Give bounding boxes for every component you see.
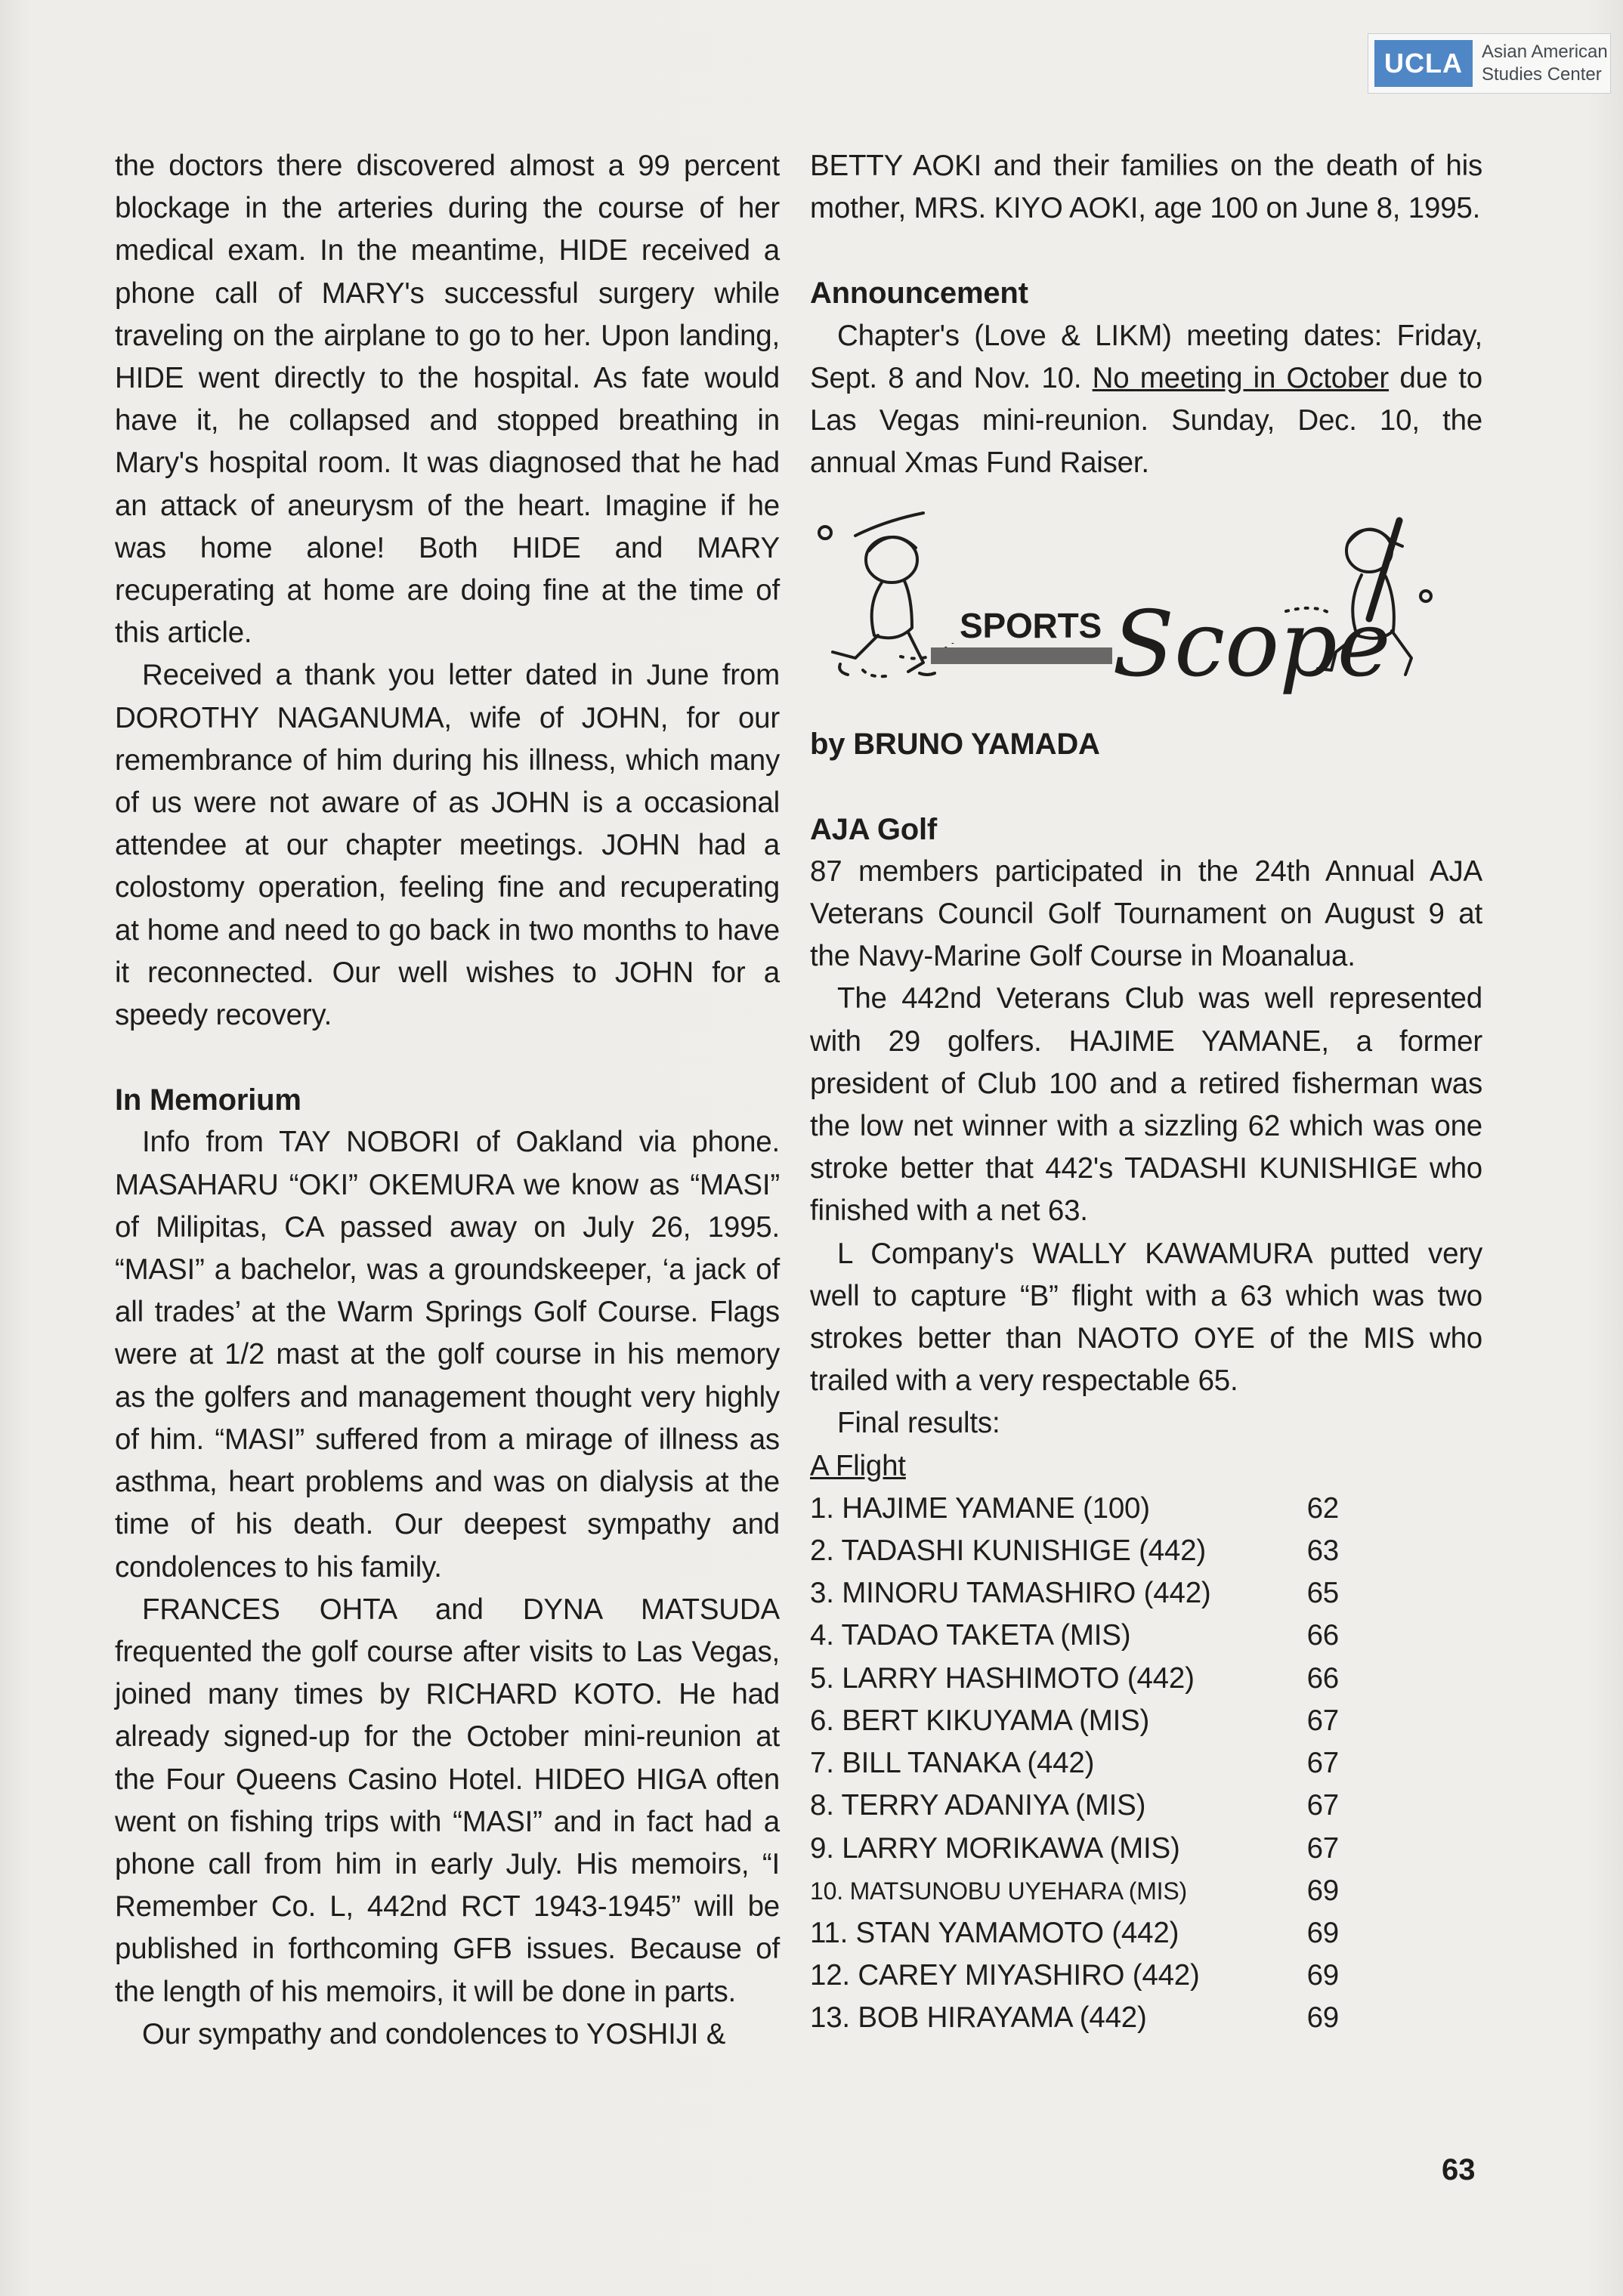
left-column bbox=[115, 145, 780, 2056]
result-score: 66 bbox=[1306, 1661, 1339, 1695]
flight-title: A Flight bbox=[810, 1449, 906, 1482]
result-row bbox=[810, 1870, 1339, 1912]
underlined-notice: No meeting in October bbox=[1092, 361, 1390, 394]
logo-word-sports: SPORTS bbox=[960, 606, 1102, 646]
result-score: 65 bbox=[1306, 1577, 1339, 1610]
result-name: 12. CAREY MIYASHIRO (442) bbox=[810, 1959, 1200, 1992]
result-row bbox=[810, 1912, 1339, 1955]
result-score: 63 bbox=[1306, 1534, 1339, 1568]
result-score: 69 bbox=[1306, 1916, 1339, 1949]
result-row bbox=[810, 1955, 1339, 1997]
result-score: 69 bbox=[1306, 1874, 1339, 1907]
paragraph: Final results: bbox=[837, 1407, 1000, 1440]
result-name: 6. BERT KIKUYAMA (MIS) bbox=[810, 1704, 1150, 1737]
result-score: 69 bbox=[1306, 1959, 1339, 1992]
results-list bbox=[810, 1488, 1482, 2040]
result-name: 4. TADAO TAKETA (MIS) bbox=[810, 1619, 1131, 1652]
result-score: 67 bbox=[1306, 1704, 1339, 1737]
result-row bbox=[810, 1530, 1339, 1572]
result-row bbox=[810, 1828, 1339, 1870]
result-row bbox=[810, 1488, 1339, 1530]
sports-scope-logo bbox=[810, 505, 1475, 702]
paragraph: Info from TAY NOBORI of Oakland via phone. MASAHARU “OKI” OKEMURA we know as “MASI” of Milipitas, CA passed away on July 26, 1995. “MASI” a bachelor, was a groundskeeper, ‘a jack of all trades’ at the Warm Springs Golf Course. Flags were at 1/2 mast at the golf course in his memory as the golfers and management thought very highly of him. “MASI” suffered from a mirage of illness as asthma, heart problems and was on dialysis at the time of his death. Our deepest sympathy and condolences to his family. bbox=[115, 1126, 780, 1584]
paragraph: L Company's WALLY KAWAMURA putted very well to capture “B” flight with a 63 which was two strokes better than NAOTO OYE of the MIS who trailed with a very respectable 65. bbox=[810, 1237, 1482, 1398]
paragraph: The 442nd Veterans Club was well represented with 29 golfers. HAJIME YAMANE, a former president of Club 100 and a retired fisherman was the low net winner with a sizzling 62 which was one stroke better that 442's TADASHI KUNISHIGE who finished with a net 63. bbox=[810, 982, 1482, 1228]
paragraph: Received a thank you letter dated in June from DOROTHY NAGANUMA, wife of JOHN, for our remembrance of him during his illness, which many of us were not aware of as JOHN is a occasional attendee at our chapter meetings. JOHN had a colostomy operation, feeling fine and recuperating at home and need to go back in two months to have it reconnected. Our well wishes to JOHN for a speedy recovery. bbox=[115, 659, 780, 1032]
right-column bbox=[810, 145, 1482, 2040]
paragraph: the doctors there discovered almost a 99 percent blockage in the arteries during the course of her medical exam. In the meantime, HIDE received a phone call of MARY's successful surgery while traveling on the airplane to go to her. Upon landing, HIDE went directly to the hospital. As fate would have it, he collapsed and stopped breathing in Mary's hospital room. It was diagnosed that he had an attack of aneurysm of the heart. Imagine if he was home alone! Both HIDE and MARY recuperating at home are doing fine at the time of this article. bbox=[115, 150, 780, 650]
paragraph: Our sympathy and condolences to YOSHIJI & bbox=[142, 2017, 726, 2050]
paragraph: Chapter's (Love & LIKM) meeting dates: Friday, Sept. 8 and Nov. 10. No meeting in October due to Las Vegas mini-reunion. Sunday, Dec. 10, the annual Xmas Fund Raiser. bbox=[810, 319, 1482, 480]
result-name: 9. LARRY MORIKAWA (MIS) bbox=[810, 1831, 1180, 1865]
result-row bbox=[810, 1615, 1339, 1657]
result-name: 7. BILL TANAKA (442) bbox=[810, 1747, 1095, 1780]
result-row bbox=[810, 1742, 1339, 1785]
result-row bbox=[810, 1658, 1339, 1700]
paragraph: FRANCES OHTA and DYNA MATSUDA frequented the golf course after visits to Las Vegas, joined many times by RICHARD KOTO. He had already signed-up for the October mini-reunion at the Four Queens Casino Hotel. HIDEO HIGA often went on fishing trips with “MASI” and in fact had a phone call from him in early July. His memoirs, “I Remember Co. L, 442nd RCT 1943-1945” will be published in forthcoming GFB issues. Because of the length of his memoirs, it will be done in parts. bbox=[115, 1593, 780, 2008]
logo-word-scope: Scope bbox=[1112, 592, 1391, 698]
page-number: 63 bbox=[1442, 2153, 1476, 2186]
section-heading-announcement: Announcement bbox=[810, 277, 1028, 311]
result-score: 66 bbox=[1306, 1619, 1339, 1652]
result-name: 1. HAJIME YAMANE (100) bbox=[810, 1491, 1150, 1525]
paragraph: 87 members participated in the 24th Annual AJA Veterans Council Golf Tournament on August 9 at the Navy-Marine Golf Course in Moanalua. bbox=[810, 854, 1482, 973]
result-score: 67 bbox=[1306, 1747, 1339, 1780]
result-score: 69 bbox=[1306, 2001, 1339, 2035]
result-row bbox=[810, 1997, 1339, 2039]
result-score: 62 bbox=[1306, 1491, 1339, 1525]
result-row bbox=[810, 1700, 1339, 1742]
result-name: 8. TERRY ADANIYA (MIS) bbox=[810, 1789, 1146, 1822]
result-name: 5. LARRY HASHIMOTO (442) bbox=[810, 1661, 1195, 1695]
result-name: 13. BOB HIRAYAMA (442) bbox=[810, 2001, 1147, 2035]
paragraph: BETTY AOKI and their families on the death of his mother, MRS. KIYO AOKI, age 100 on June 8, 1995. bbox=[810, 150, 1482, 225]
result-name: 11. STAN YAMAMOTO (442) bbox=[810, 1916, 1179, 1949]
center-name: Asian American Studies Center bbox=[1482, 42, 1608, 85]
result-name: 3. MINORU TAMASHIRO (442) bbox=[810, 1577, 1211, 1610]
result-row bbox=[810, 1572, 1339, 1615]
result-name: 10. MATSUNOBU UYEHARA (MIS) bbox=[810, 1877, 1187, 1905]
logo-bar bbox=[931, 647, 1112, 664]
ucla-logo: UCLA bbox=[1374, 40, 1473, 87]
section-heading-memorium: In Memorium bbox=[115, 1083, 301, 1117]
section-heading-golf: AJA Golf bbox=[810, 812, 938, 846]
result-score: 67 bbox=[1306, 1789, 1339, 1822]
ucla-badge bbox=[1368, 33, 1611, 94]
result-score: 67 bbox=[1306, 1831, 1339, 1865]
result-row bbox=[810, 1785, 1339, 1827]
result-name: 2. TADASHI KUNISHIGE (442) bbox=[810, 1534, 1206, 1568]
byline: by BRUNO YAMADA bbox=[810, 728, 1100, 762]
